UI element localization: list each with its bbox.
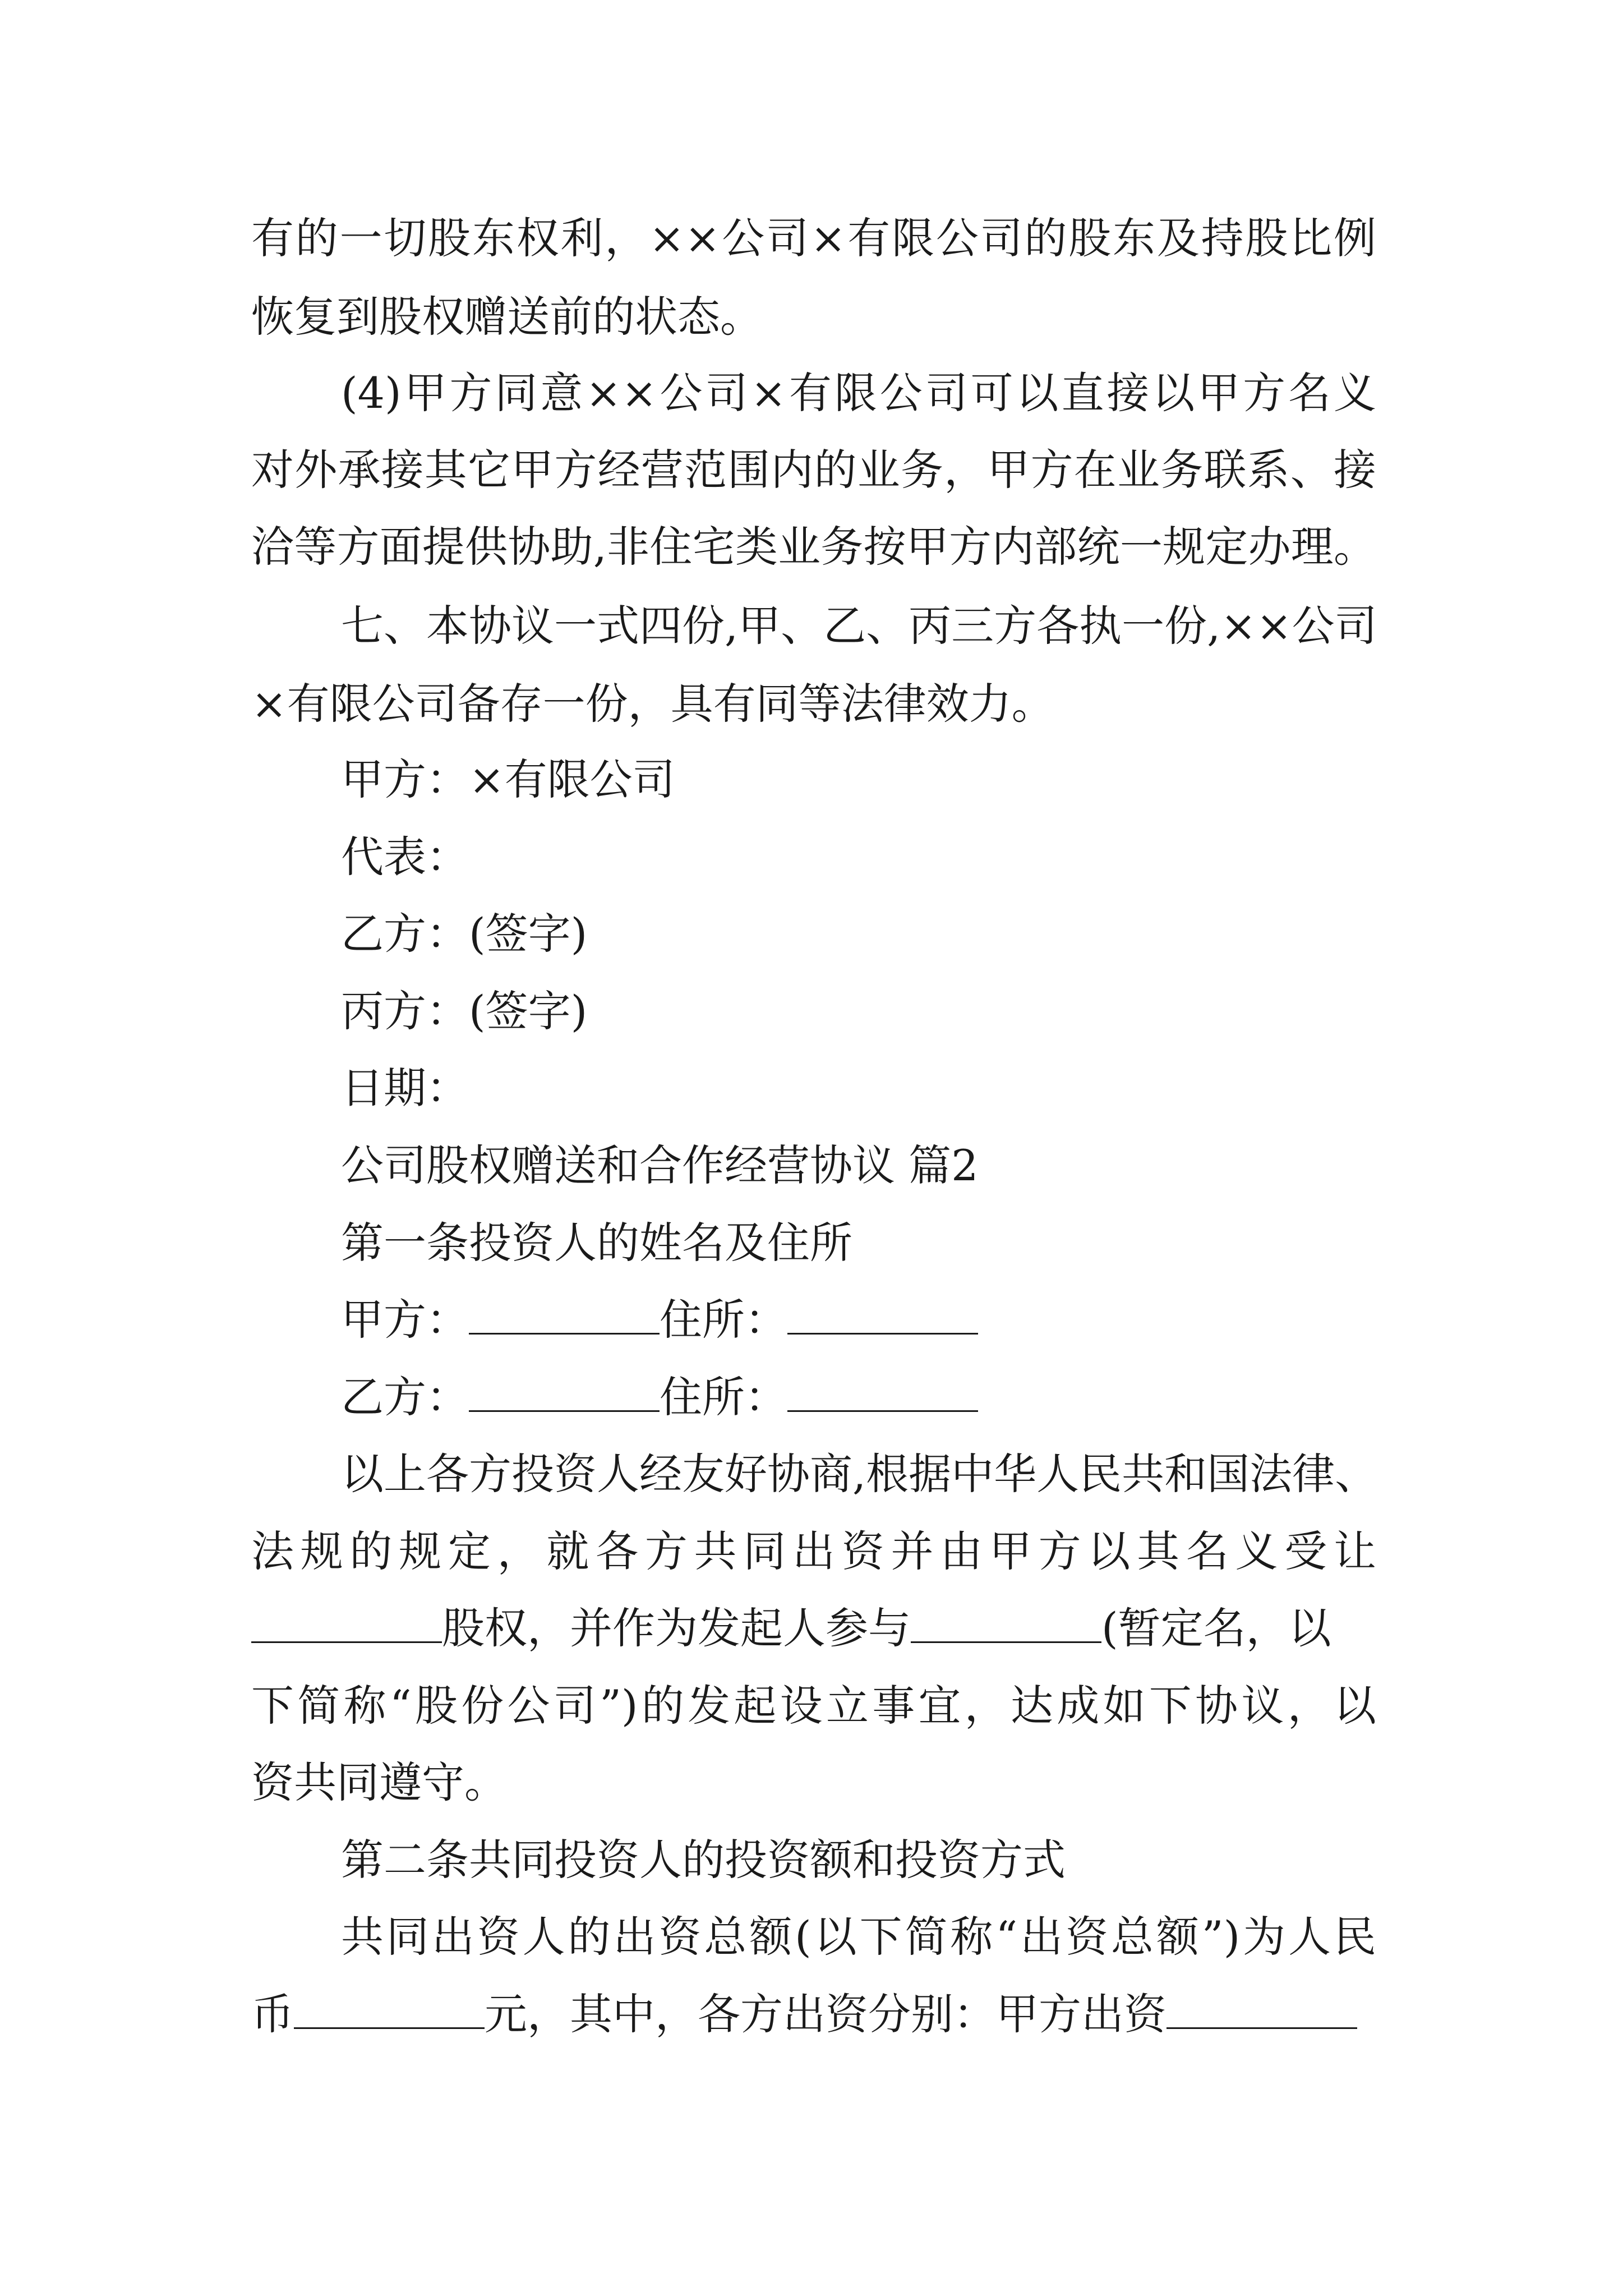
paragraph-line: 有的一切股东权利，××公司×有限公司的股东及持股比例 (251, 213, 1376, 263)
paragraph-line: 法规的规定，就各方共同出资并由甲方以其名义受让 (251, 1526, 1376, 1576)
fill-blank (251, 1602, 442, 1643)
investor-b-line (341, 1369, 1376, 1425)
signature-party-a: 甲方：×有限公司 (341, 754, 675, 804)
label: 住所： (660, 1295, 787, 1345)
paragraph-line: (4)甲方同意××公司×有限公司可以直接以甲方名义 (341, 368, 1376, 418)
paragraph-line: 共同出资人的出资总额(以下简称“出资总额”)为人民 (341, 1912, 1376, 1962)
paragraph-line: 下简称“股份公司”)的发起设立事宜，达成如下协议，以 (251, 1681, 1376, 1731)
fill-blank (294, 1988, 485, 2029)
paragraph-line: 对外承接其它甲方经营范围内的业务，甲方在业务联系、接 (251, 445, 1376, 495)
fill-blank (911, 1602, 1101, 1643)
fill-blank (787, 1294, 978, 1335)
paragraph-line: 资共同遵守。 (251, 1757, 507, 1807)
paragraph-line: 以上各方投资人经友好协商,根据中华人民共和国法律、 (341, 1449, 1378, 1499)
paragraph-line: 股权，并作为发起人参与 (暂定名，以 (251, 1600, 1376, 1657)
signature-party-b: 乙方：(签字) (341, 909, 588, 959)
section-title: 公司股权赠送和合作经营协议 篇2 (341, 1140, 979, 1190)
fill-blank (787, 1371, 978, 1412)
article-heading: 第一条投资人的姓名及住所 (341, 1218, 852, 1268)
signature-party-c: 丙方：(签字) (341, 986, 588, 1036)
fill-blank (469, 1371, 660, 1412)
paragraph-line: 洽等方面提供协助,非住宅类业务按甲方内部统一规定办理。 (251, 522, 1376, 572)
paragraph-line: 恢复到股权赠送前的状态。 (251, 292, 763, 342)
paragraph-line: 币 元，其中，各方出资分别：甲方出资 (251, 1986, 1376, 2042)
label: 住所： (660, 1372, 787, 1422)
article-heading: 第二条共同投资人的投资额和投资方式 (341, 1835, 1066, 1885)
signature-representative: 代表： (341, 832, 469, 882)
signature-date: 日期： (341, 1063, 469, 1113)
paragraph-line: 七、本协议一式四份,甲、乙、丙三方各执一份,××公司 (341, 601, 1377, 651)
fill-blank (1166, 1988, 1357, 2029)
label: 甲方： (341, 1295, 469, 1345)
paragraph-line: ×有限公司备存一份，具有同等法律效力。 (251, 679, 1054, 729)
fill-blank (469, 1294, 660, 1335)
label: 乙方： (341, 1372, 469, 1422)
investor-a-line (341, 1292, 1376, 1348)
